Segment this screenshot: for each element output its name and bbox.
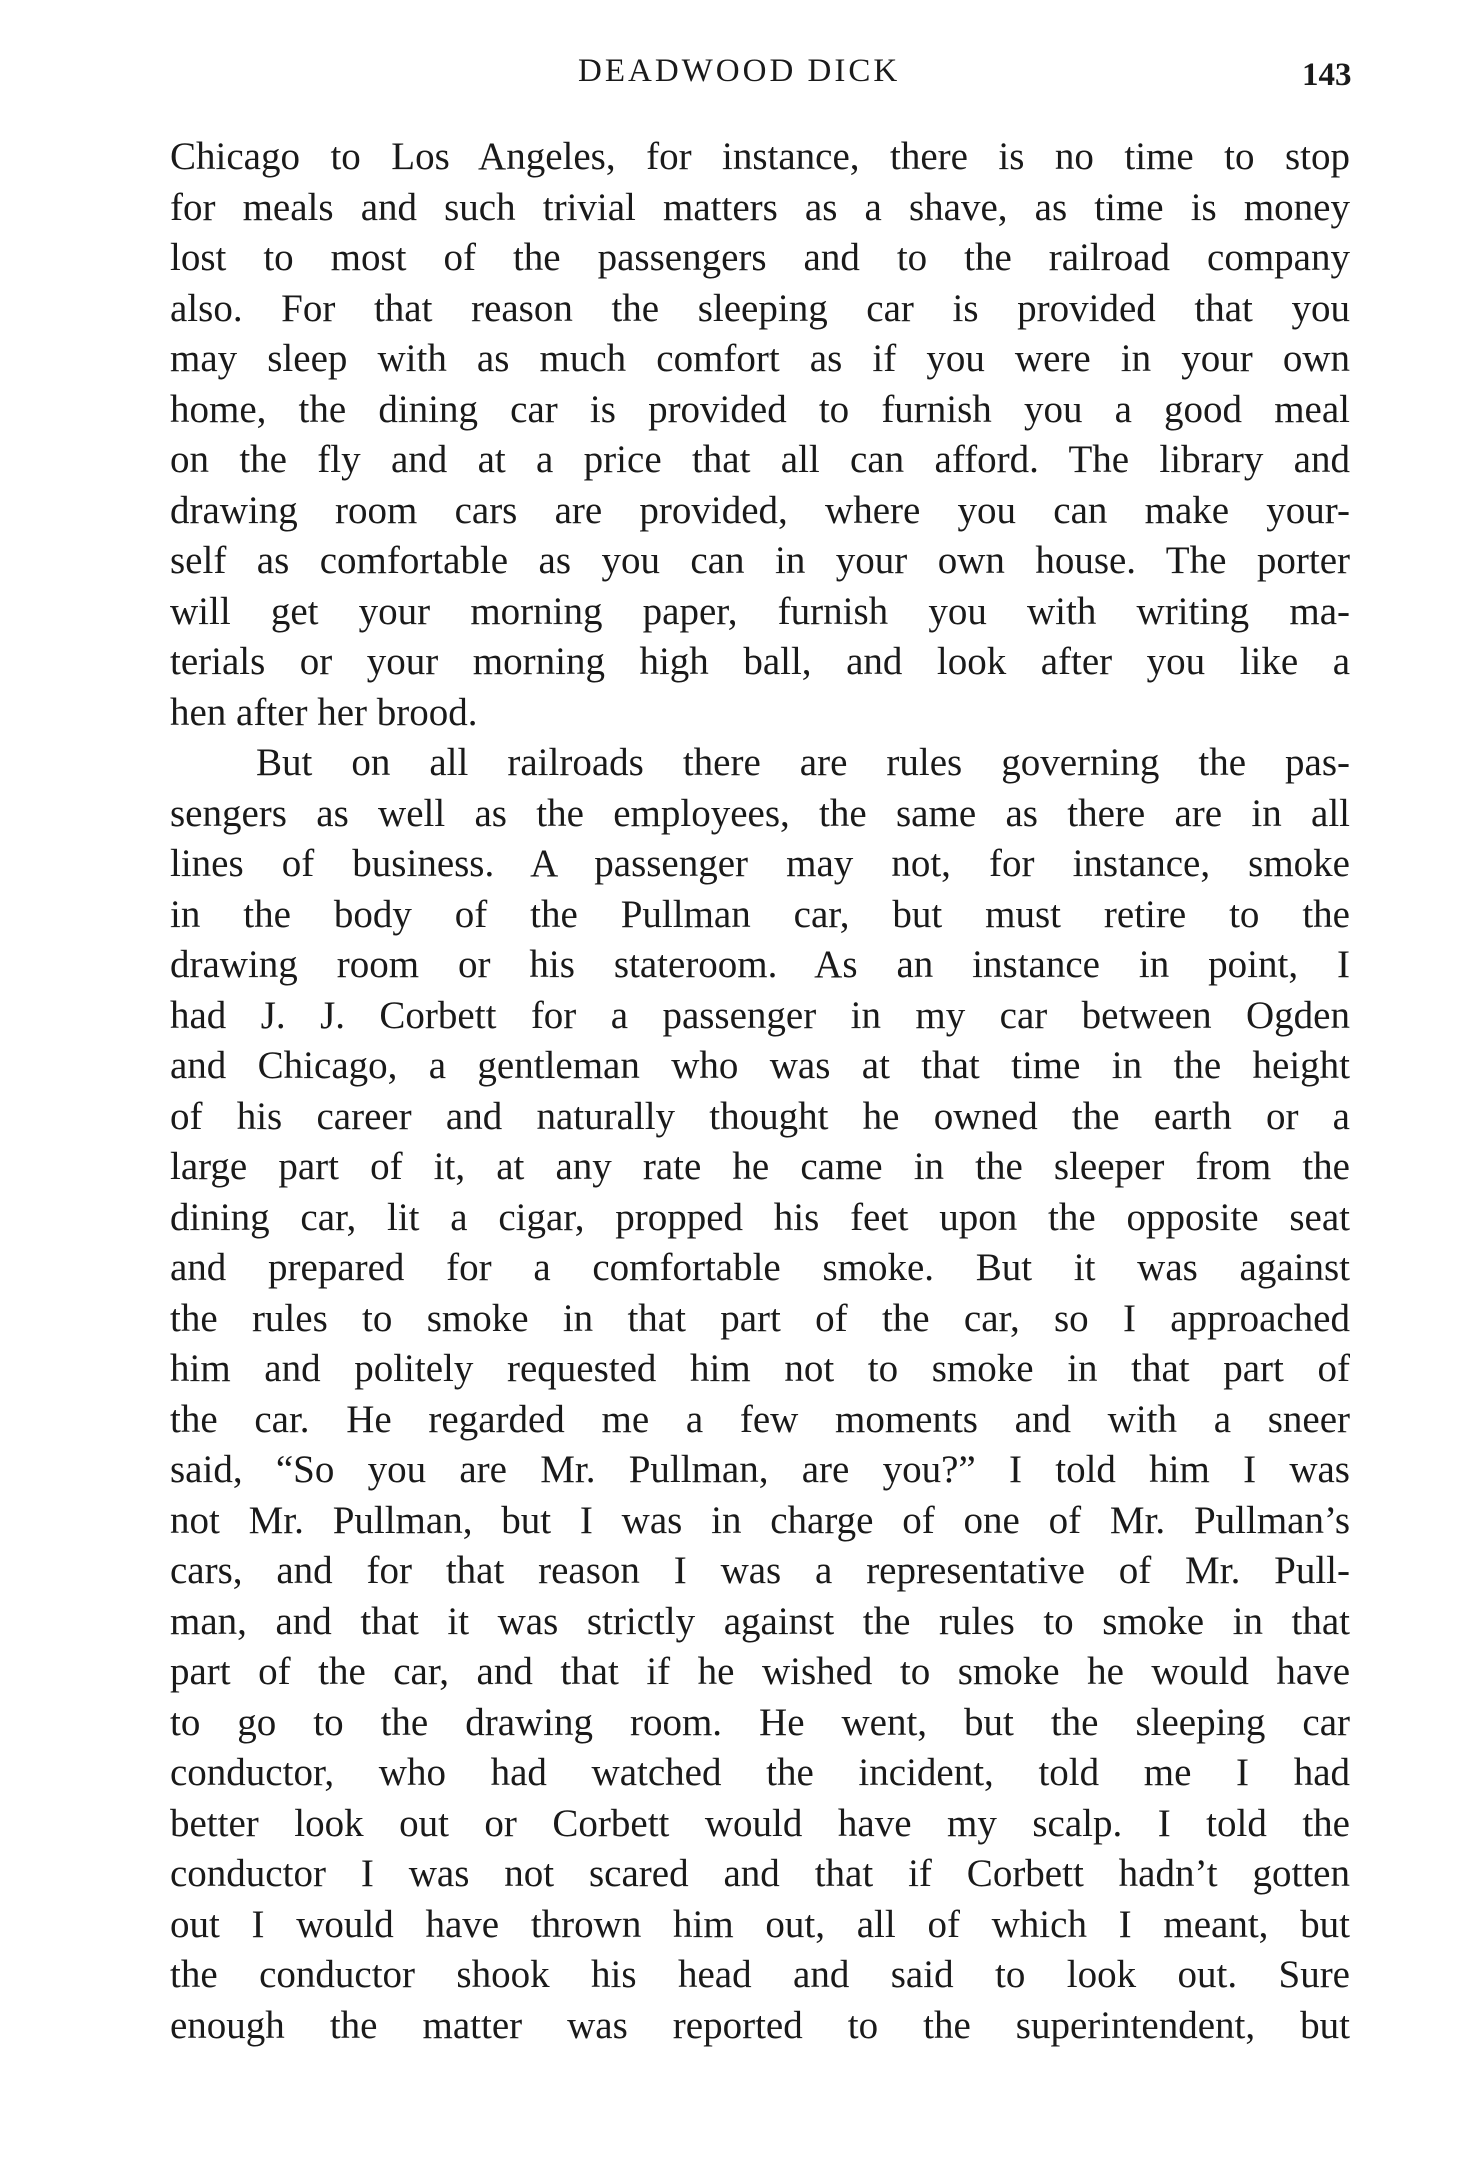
text-line: home, the dining car is provided to furnish you a good meal [170, 387, 1350, 431]
running-head [0, 46, 1477, 96]
text-line: in the body of the Pullman car, but must retire to the [170, 892, 1350, 936]
paragraph-2 [170, 738, 1350, 2051]
text-line: Chicago to Los Angeles, for instance, there is no time to stop [170, 135, 1350, 178]
text-line: terials or your morning high ball, and look after you like a [170, 640, 1350, 683]
text-line: But on all railroads there are rules governing the pas- [256, 741, 1350, 784]
text-line: lost to most of the passengers and to the railroad company [170, 236, 1350, 279]
text-line: not Mr. Pullman, but I was in charge of one of Mr. Pullman’s [170, 1498, 1350, 1542]
text-line: of his career and naturally thought he owned the earth or a [170, 1094, 1350, 1138]
text-line: may sleep with as much comfort as if you were in your own [170, 337, 1350, 380]
page-number: 143 [1302, 57, 1352, 93]
text-line: on the fly and at a price that all can afford. The library and [170, 438, 1350, 481]
text-line: the conductor shook his head and said to look out. Sure [170, 1953, 1350, 1996]
text-line: him and politely requested him not to smoke in that part of [170, 1347, 1350, 1390]
text-line: enough the matter was reported to the superintendent, but [170, 2003, 1350, 2047]
text-line: drawing room or his stateroom. As an instance in point, I [170, 943, 1350, 986]
text-line: out I would have thrown him out, all of which I meant, but [170, 1902, 1350, 1946]
text-line: part of the car, and that if he wished to smoke he would have [170, 1650, 1350, 1693]
text-line: sengers as well as the employees, the same as there are in all [170, 791, 1350, 835]
text-line: and Chicago, a gentleman who was at that time in the height [170, 1044, 1350, 1087]
text-line: will get your morning paper, furnish you with writing ma- [170, 589, 1350, 633]
text-line: and prepared for a comfortable smoke. But it was against [170, 1246, 1350, 1289]
running-title: DEADWOOD DICK [578, 53, 901, 89]
text-line: the rules to smoke in that part of the car, so I approached [170, 1296, 1350, 1340]
text-line: large part of it, at any rate he came in the sleeper from the [170, 1145, 1350, 1188]
text-line: self as comfortable as you can in your own house. The porter [170, 539, 1350, 582]
text-line: had J. J. Corbett for a passenger in my car between Ogden [170, 993, 1350, 1037]
text-line: conductor I was not scared and that if Corbett hadn’t gotten [170, 1852, 1350, 1895]
text-line: lines of business. A passenger may not, for instance, smoke [170, 842, 1350, 885]
text-line: said, “So you are Mr. Pullman, are you?” I told him I was [170, 1448, 1350, 1491]
text-line: also. For that reason the sleeping car is provided that you [170, 286, 1350, 330]
text-line: hen after her brood. [170, 690, 478, 734]
paragraph-1 [170, 132, 1350, 738]
text-line: for meals and such trivial matters as a shave, as time is money [170, 185, 1350, 229]
text-line: better look out or Corbett would have my scalp. I told the [170, 1801, 1350, 1845]
text-line: conductor, who had watched the incident, told me I had [170, 1751, 1350, 1794]
text-line: to go to the drawing room. He went, but the sleeping car [170, 1700, 1350, 1744]
text-line: man, and that it was strictly against the rules to smoke in that [170, 1599, 1350, 1643]
text-line: drawing room cars are provided, where you can make your- [170, 488, 1350, 532]
body-text [170, 132, 1350, 2051]
text-line: the car. He regarded me a few moments and with a sneer [170, 1397, 1350, 1441]
text-line: cars, and for that reason I was a representative of Mr. Pull- [170, 1549, 1350, 1592]
text-line: dining car, lit a cigar, propped his feet upon the opposite seat [170, 1195, 1350, 1239]
